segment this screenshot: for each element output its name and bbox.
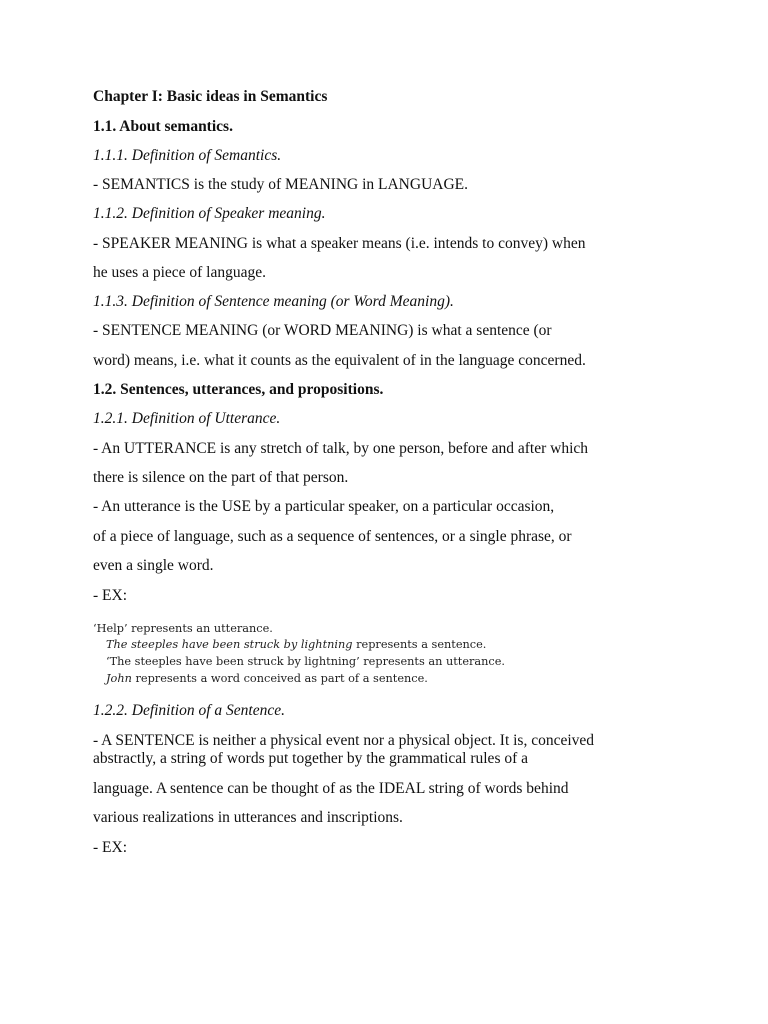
section-heading-1-2: 1.2. Sentences, utterances, and propositions.: [93, 381, 384, 398]
example-line: ‘The steeples have been struck by lightning’ represents an utterance.: [106, 655, 506, 668]
subsection-heading-1-1-2: 1.1.2. Definition of Speaker meaning.: [93, 205, 326, 222]
example-label: - EX:: [93, 839, 128, 856]
paragraph-line: abstractly, a string of words put together by the grammatical rules of a: [93, 750, 529, 767]
paragraph-line: of a piece of language, such as a sequence of sentences, or a single phrase, or: [93, 528, 572, 545]
paragraph-line: there is silence on the part of that person.: [93, 469, 349, 486]
paragraph-line: - An UTTERANCE is any stretch of talk, by one person, before and after which: [93, 440, 589, 457]
chapter-title: Chapter I: Basic ideas in Semantics: [93, 88, 328, 105]
paragraph-line: he uses a piece of language.: [93, 264, 267, 281]
paragraph-line: - SEMANTICS is the study of MEANING in LANGUAGE.: [93, 176, 468, 193]
subsection-heading-1-2-2: 1.2.2. Definition of a Sentence.: [93, 702, 285, 719]
paragraph-line: even a single word.: [93, 557, 214, 574]
section-heading-1-1: 1.1. About semantics.: [93, 118, 233, 135]
paragraph-line: language. A sentence can be thought of as the IDEAL string of words behind: [93, 780, 569, 797]
subsection-heading-1-1-3: 1.1.3. Definition of Sentence meaning (or Word Meaning).: [93, 293, 454, 310]
paragraph-line: - SPEAKER MEANING is what a speaker means (i.e. intends to convey) when: [93, 235, 586, 252]
paragraph-line: - An utterance is the USE by a particular speaker, on a particular occasion,: [93, 498, 555, 515]
example-line: The steeples have been struck by lightning represents a sentence.: [106, 638, 487, 651]
paragraph-line: - A SENTENCE is neither a physical event nor a physical object. It is, conceived: [93, 732, 595, 749]
example-label: - EX:: [93, 587, 128, 604]
subsection-heading-1-2-1: 1.2.1. Definition of Utterance.: [93, 410, 281, 427]
paragraph-line: various realizations in utterances and inscriptions.: [93, 809, 403, 826]
example-line: John represents a word conceived as part of a sentence.: [106, 672, 428, 685]
subsection-heading-1-1-1: 1.1.1. Definition of Semantics.: [93, 147, 282, 164]
paragraph-line: word) means, i.e. what it counts as the equivalent of in the language concerned.: [93, 352, 586, 369]
paragraph-line: - SENTENCE MEANING (or WORD MEANING) is what a sentence (or: [93, 322, 552, 339]
example-line: ‘Help’ represents an utterance.: [93, 622, 273, 635]
